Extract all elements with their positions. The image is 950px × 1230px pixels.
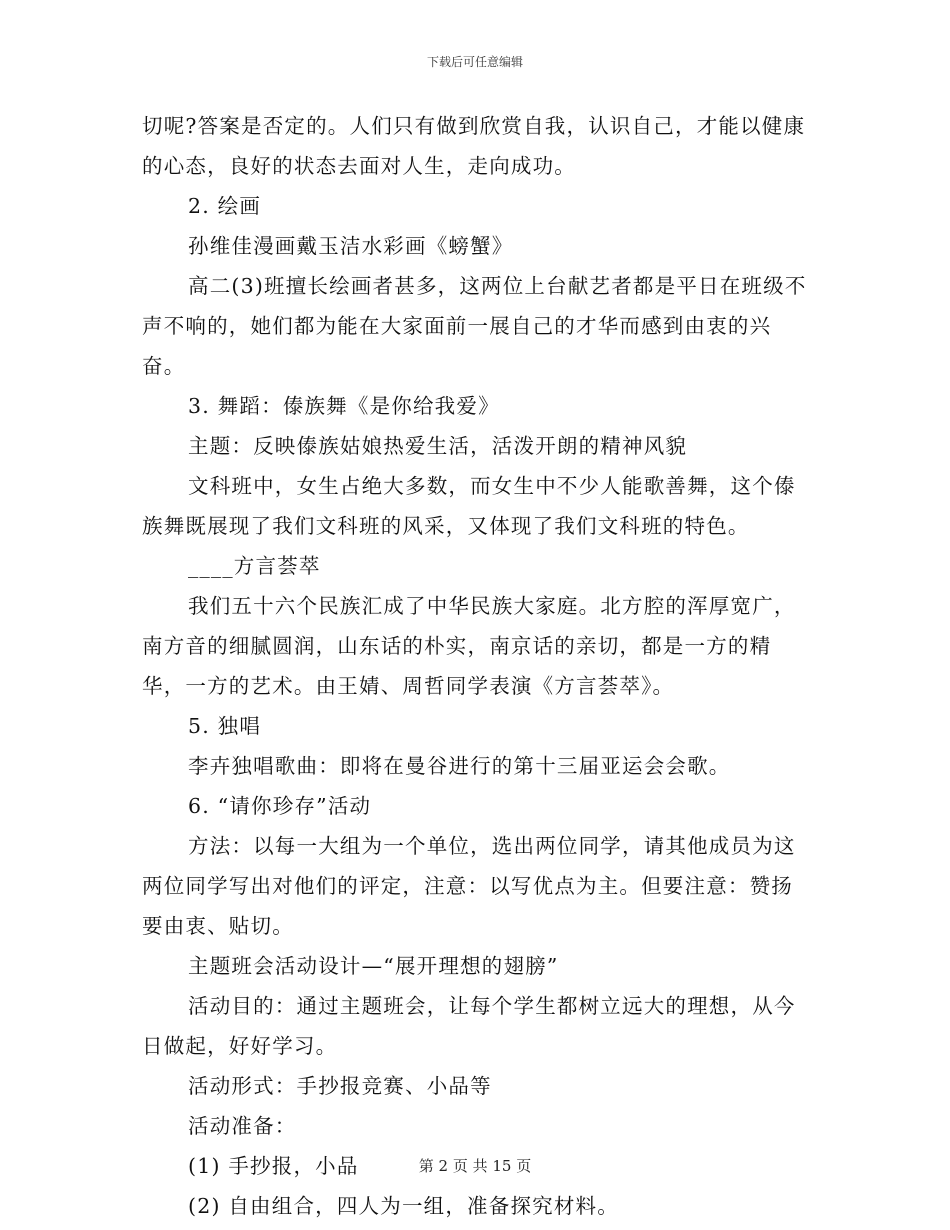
paragraph: 活动准备： xyxy=(188,1114,297,1138)
paragraph: 文科班中，女生占绝大多数，而女生中不少人能歌善舞，这个傣族舞既展现了我们文科班的风采，又体现了我们文科班的特色。 xyxy=(142,474,796,538)
paragraph: 方法：以每一大组为一个单位，选出两位同学，请其他成员为这两位同学写出对他们的评定，注意：以写优点为主。但要注意：赞扬要由衷、贴切。 xyxy=(142,834,796,938)
section-heading-dance: 3. 舞蹈：傣族舞《是你给我爱》 xyxy=(188,394,500,418)
section-heading-dialects: ____方言荟萃 xyxy=(188,554,321,578)
paragraph: 孙维佳漫画戴玉洁水彩画《螃蟹》 xyxy=(188,234,514,258)
list-item: (1) 手抄报，小品 xyxy=(188,1154,359,1178)
section-heading-painting: 2. 绘画 xyxy=(188,194,262,218)
paragraph: 主题班会活动设计—“展开理想的翅膀” xyxy=(188,954,559,978)
page-footer: 第 2 页 共 15 页 xyxy=(418,1157,532,1175)
document-body xyxy=(142,106,810,1226)
paragraph: 活动目的：通过主题班会，让每个学生都树立远大的理想，从今日做起，好好学习。 xyxy=(142,994,796,1058)
paragraph: 高二(3)班擅长绘画者甚多，这两位上台献艺者都是平日在班级不声不响的，她们都为能在大家面前一展自己的才华而感到由衷的兴奋。 xyxy=(142,274,807,378)
section-heading-solo: 5. 独唱 xyxy=(188,714,262,738)
list-item: (2) 自由组合，四人为一组，准备探究材料。 xyxy=(188,1194,619,1218)
paragraph: 李卉独唱歌曲：即将在曼谷进行的第十三届亚运会会歌。 xyxy=(188,754,731,778)
section-heading-activity: 6. “请你珍存”活动 xyxy=(188,794,372,818)
paragraph: 活动形式：手抄报竞赛、小品等 xyxy=(188,1074,492,1098)
paragraph: 我们五十六个民族汇成了中华民族大家庭。北方腔的浑厚宽广，南方音的细腻圆润，山东话的朴实，南京话的亲切，都是一方的精华，一方的艺术。由王婧、周哲同学表演《方言荟萃》。 xyxy=(142,594,796,698)
page-header: 下载后可任意编辑 xyxy=(426,55,523,69)
paragraph: 切呢?答案是否定的。人们只有做到欣赏自我，认识自己，才能以健康的心态，良好的状态去面对人生，走向成功。 xyxy=(142,114,806,178)
paragraph: 主题：反映傣族姑娘热爱生活，活泼开朗的精神风貌 xyxy=(188,434,688,458)
